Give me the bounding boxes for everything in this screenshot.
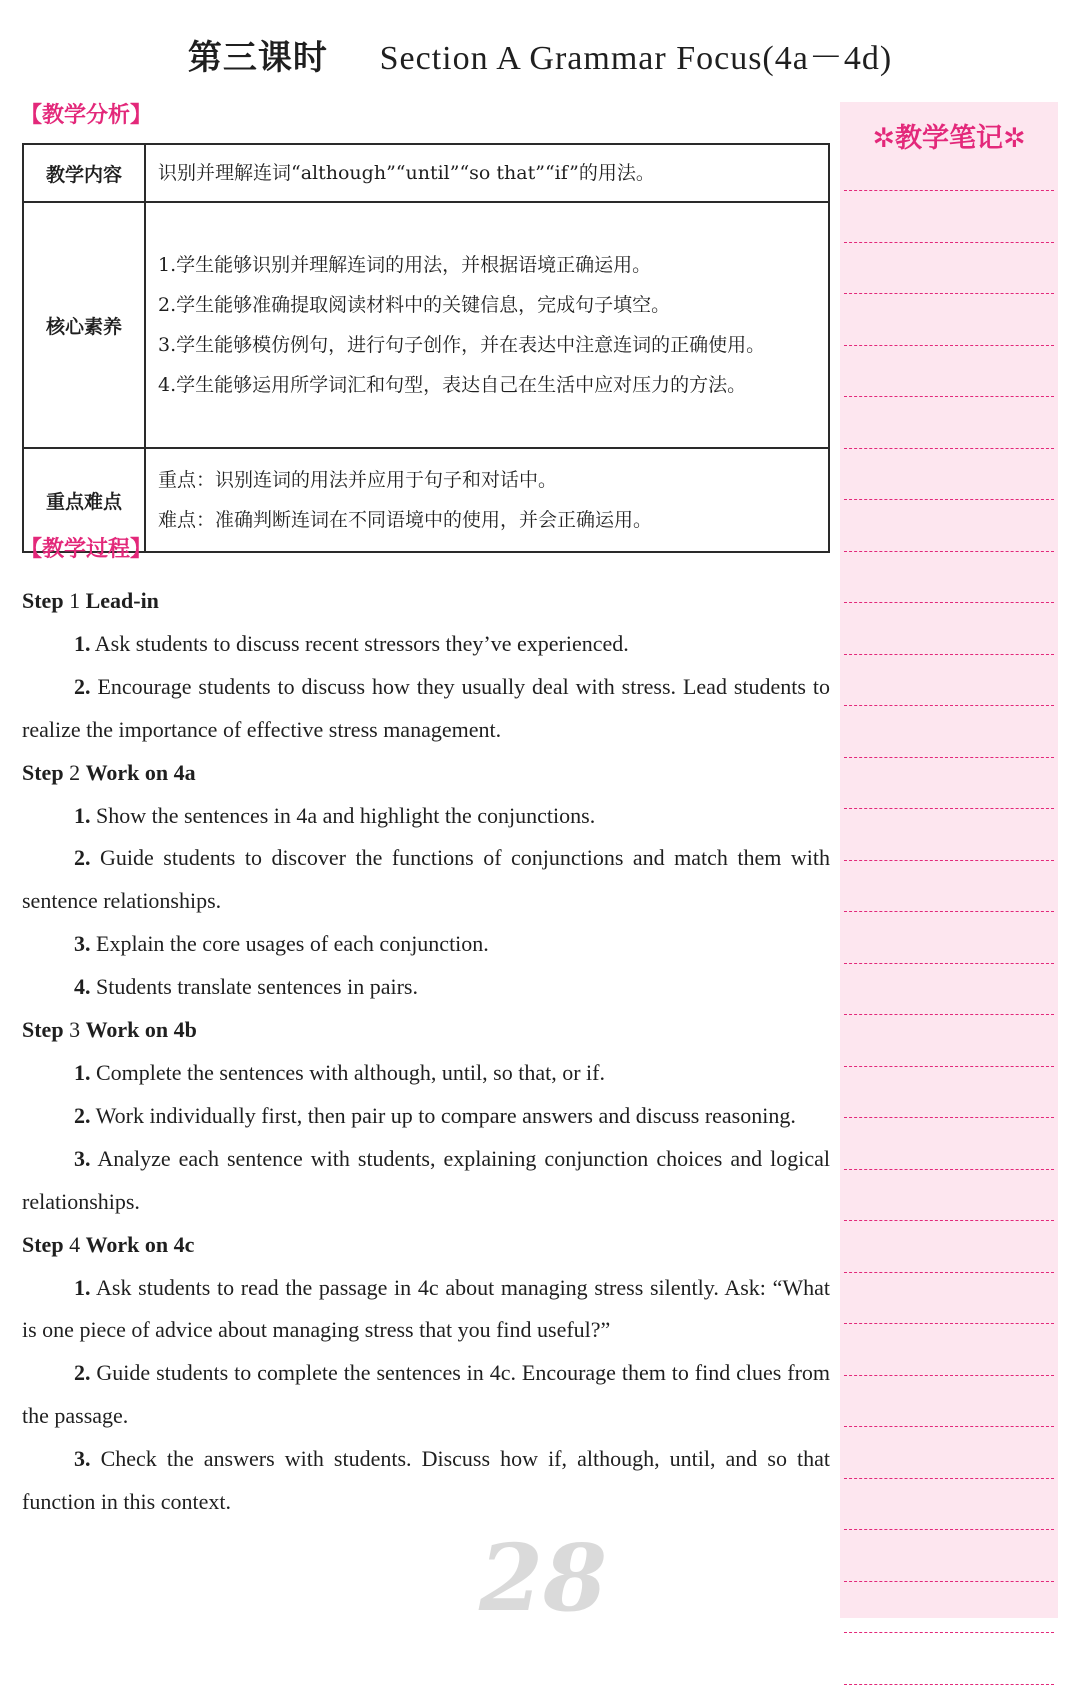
note-line <box>844 1323 1054 1324</box>
list-item: 4.学生能够运用所学词汇和句型，表达自己在生活中应对压力的方法。 <box>158 374 747 396</box>
note-line <box>844 345 1054 346</box>
note-line <box>844 242 1054 243</box>
key-point: 重点：识别连词的用法并应用于句子和对话中。 <box>158 469 558 491</box>
note-line <box>844 1426 1054 1427</box>
note-line <box>844 860 1054 861</box>
list-item: 3.学生能够模仿例句，进行句子创作，并在表达中注意连词的正确使用。 <box>158 334 766 356</box>
list-item: 1. Show the sentences in 4a and highlight the conjunctions. <box>74 802 596 828</box>
note-line <box>844 293 1054 294</box>
teaching-process <box>22 580 830 1524</box>
analysis-heading: 【教学分析】 <box>20 103 153 128</box>
list-item: 2. Guide students to complete the sentences in 4c. Encourage them to find clues from the passage. <box>22 1360 831 1429</box>
notes-title: ✲教学笔记✲ <box>872 123 1026 154</box>
note-line <box>844 963 1054 964</box>
note-line <box>844 1581 1054 1582</box>
page-number: 28 <box>478 1524 608 1632</box>
note-line <box>844 396 1054 397</box>
step-heading: Step 4 Work on 4c <box>22 1231 195 1257</box>
note-line <box>844 1220 1054 1221</box>
step-heading: Step 3 Work on 4b <box>22 1017 197 1043</box>
list-item: 4. Students translate sentences in pairs. <box>74 974 418 1000</box>
difficult-point: 难点：准确判断连词在不同语境中的使用，并会正确运用。 <box>158 509 653 531</box>
list-item: 2. Encourage students to discuss how they usually deal with stress. Lead students to realize the importance of effective stress management. <box>22 673 831 742</box>
note-line <box>844 499 1054 500</box>
note-line <box>844 705 1054 706</box>
key-label: 重点难点 <box>23 448 145 552</box>
list-item: 1.学生能够识别并理解连词的用法，并根据语境正确运用。 <box>158 254 652 276</box>
key-points <box>145 448 829 552</box>
content-label: 教学内容 <box>23 144 145 202</box>
content-text: 识别并理解连词“although”“until”“so that”“if”的用法。 <box>145 144 829 202</box>
list-item: 3. Explain the core usages of each conjunction. <box>74 931 489 957</box>
list-item: 3. Check the answers with students. Discuss how if, although, until, and so that function in this context. <box>22 1446 831 1515</box>
teaching-notes-panel <box>840 102 1058 1618</box>
step-heading: Step 2 Work on 4a <box>22 759 196 785</box>
note-line <box>844 1632 1054 1633</box>
section-title: Section A Grammar Focus(4a－4d) <box>379 40 893 77</box>
note-line <box>844 911 1054 912</box>
note-line <box>844 1272 1054 1273</box>
note-line <box>844 190 1054 191</box>
step-heading: Step 1 Lead-in <box>22 588 159 613</box>
list-item: 2. Guide students to discover the functions of conjunctions and match them with sentence relationships. <box>22 845 831 914</box>
note-line <box>844 551 1054 552</box>
table-row <box>23 144 829 202</box>
note-line <box>844 1375 1054 1376</box>
process-heading: 【教学过程】 <box>20 537 153 562</box>
list-item: 2.学生能够准确提取阅读材料中的关键信息，完成句子填空。 <box>158 294 671 316</box>
note-line <box>844 1478 1054 1479</box>
note-line <box>844 1117 1054 1118</box>
note-line <box>844 1014 1054 1015</box>
note-line <box>844 808 1054 809</box>
note-line <box>844 757 1054 758</box>
note-line <box>844 448 1054 449</box>
note-line <box>844 602 1054 603</box>
list-item: 1. Ask students to read the passage in 4c about managing stress silently. Ask: “What is one piece of advice about managing stress that you find useful?” <box>22 1274 830 1343</box>
core-label: 核心素养 <box>23 202 145 448</box>
list-item: 3. Analyze each sentence with students, explaining conjunction choices and logical relationships. <box>22 1145 830 1214</box>
list-item: 2. Work individually first, then pair up to compare answers and discuss reasoning. <box>74 1102 796 1128</box>
lesson-label: 第三课时 <box>187 38 328 78</box>
core-list <box>145 202 829 448</box>
page-title <box>0 30 1080 79</box>
table-row <box>23 202 829 448</box>
note-line <box>844 1684 1054 1685</box>
note-line <box>844 1066 1054 1067</box>
analysis-table <box>22 143 830 553</box>
note-line <box>844 654 1054 655</box>
note-line <box>844 1529 1054 1530</box>
list-item: 1. Complete the sentences with although, until, so that, or if. <box>74 1059 605 1085</box>
list-item: 1. Ask students to discuss recent stressors they’ve experienced. <box>74 630 629 656</box>
note-line <box>844 1169 1054 1170</box>
